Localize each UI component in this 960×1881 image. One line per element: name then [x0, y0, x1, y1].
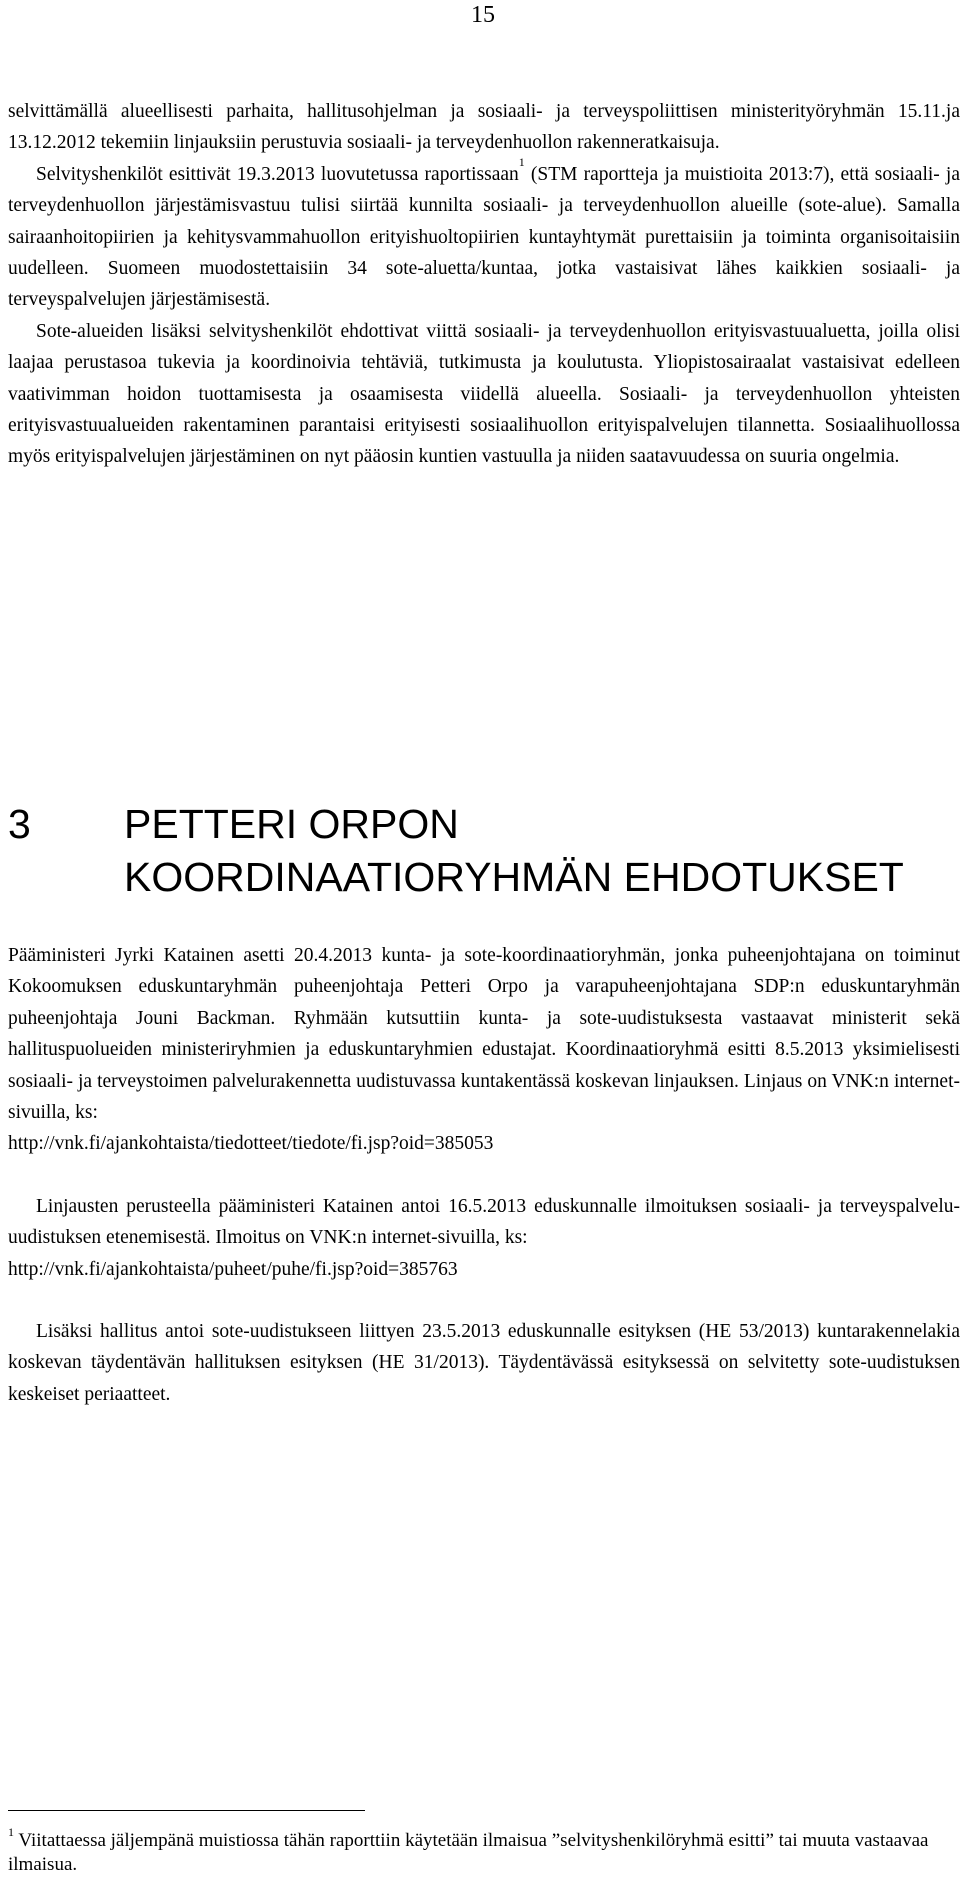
section-heading [8, 798, 958, 904]
paragraph [8, 154, 960, 316]
paragraph: selvittämällä alueellisesti parhaita, hallitusohjelman ja sosiaali- ja terveyspoliittisen ministerityöryhmän 15.11.ja 13.12.2012 tekemiin linjauksiin perustuvia sosiaali- ja terveydenhuollon rakenneratkaisuja. [8, 101, 960, 154]
paragraph-text: Selvityshenkilöt esittivät 19.3.2013 luovutetussa raportissaan [36, 163, 519, 185]
footnote-divider [8, 1810, 365, 1811]
footnote-marker: 1 [8, 1825, 14, 1839]
footnote-reference[interactable]: 1 [518, 154, 525, 169]
paragraph-text: (STM raportteja ja muistioita 2013:7), että sosiaali- ja terveydenhuollon järjestämisvastuu tulisi siirtää kunnilta sosiaali- ja terveydenhuollon alueille (sote-alue). Samalla sairaanhoitopiirien ja kehitysvammahuollon erityishuoltopiirien kuntayhtymät purettaisiin ja toiminta organisoitaisiin uudelleen. Suomeen muodostettaisiin 34 sote-aluetta/kuntaa, jotka vastaisivat lähes kaikkien sosiaali- ja terveyspalvelujen järjestämisestä. [8, 163, 960, 311]
page-number: 15 [471, 2, 495, 28]
section-number: 3 [8, 801, 31, 847]
paragraph: Sote-alueiden lisäksi selvityshenkilöt ehdottivat viittä sosiaali- ja terveydenhuollon erityisvastuualuetta, joilla olisi laajaa perustasoa tukevia ja koordinoivia tehtäviä, tutkimusta ja koulutusta. Yliopistosairaalat vastaisivat edelleen vaativimman hoidon tuottamisesta ja osaamisesta viidellä alueella. Sosiaali- ja terveydenhuollon yhteisten erityisvastuualueiden rakentaminen parantaisi erityisesti sosiaalihuollon erityispalvelujen tilannetta. Sosiaalihuollossa myös erityispalvelujen järjestäminen on nyt pääosin kuntien vastuulla ja niiden saatavuudessa on suuria ongelmia. [8, 320, 960, 468]
paragraph: Pääministeri Jyrki Katainen asetti 20.4.2013 kunta- ja sote-koordinaatioryhmän, jonka puheenjohtajana on toiminut Kokoomuksen eduskuntaryhmän puheenjohtaja Petteri Orpo ja varapuheenjohtajana SDP:n eduskuntaryhmän puheenjohtaja Jouni Backman. Ryhmään kutsuttiin kunta- ja sote-uudistuksesta vastaavat ministerit sekä hallituspuolueiden ministeriryhmien ja eduskuntaryhmien edustajat. Koordinaatioryhmä esitti 8.5.2013 yksimielisesti sosiaali- ja terveystoimen palvelurakennetta uudistuvassa kuntakentässä koskevan linjauksen. Linjaus on VNK:n internet-sivuilla, ks: [8, 945, 960, 1124]
section-title: PETTERI ORPON KOORDINAATIORYHMÄN EHDOTUKSET [124, 801, 904, 900]
paragraph: Lisäksi hallitus antoi sote-uudistukseen liittyen 23.5.2013 eduskunnalle esityksen (HE 53/2013) kuntarakennelakia koskevan täydentävän hallituksen esityksen (HE 31/2013). Täydentävässä esityksessä on selvitetty sote-uudistuksen keskeiset periaatteet. [8, 1321, 960, 1405]
paragraph: Linjausten perusteella pääministeri Katainen antoi 16.5.2013 eduskunnalle ilmoituksen sosiaali- ja terveyspalvelu-uudistuksen etenemisestä. Ilmoitus on VNK:n internet-sivuilla, ks: [8, 1195, 960, 1249]
link-vnk-puhe[interactable]: http://vnk.fi/ajankohtaista/puheet/puhe/fi.jsp?oid=385763 [8, 1258, 458, 1280]
footnote-text: Viitattaessa jäljempänä muistiossa tähän raporttiin käytetään ilmaisua ”selvityshenkilöryhmä esitti” tai muuta vastaavaa ilmaisua. [8, 1830, 929, 1875]
section-intro [8, 96, 960, 473]
footnote [8, 1825, 958, 1877]
link-vnk-tiedote[interactable]: http://vnk.fi/ajankohtaista/tiedotteet/tiedote/fi.jsp?oid=385053 [8, 1133, 494, 1155]
section-3-body [8, 940, 960, 1410]
